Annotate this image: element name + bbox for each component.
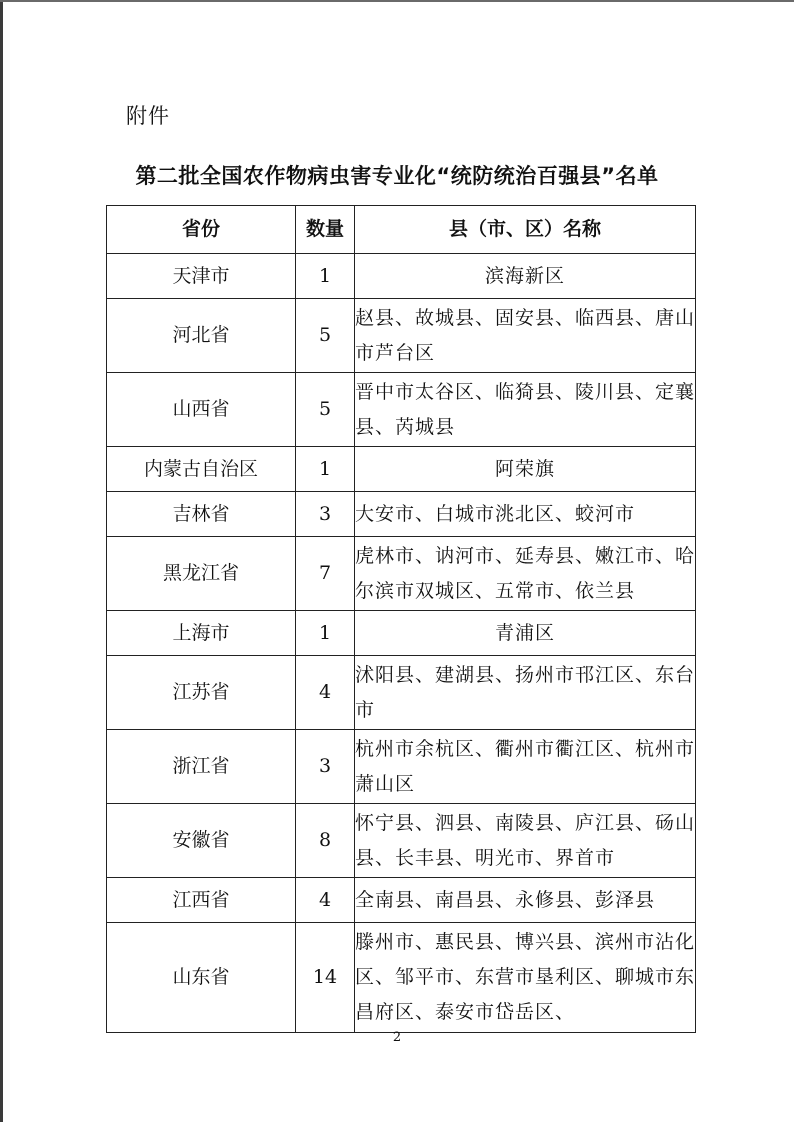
row-count: 1 — [296, 611, 355, 656]
row-names: 怀宁县、泗县、南陵县、庐江县、砀山县、长丰县、明光市、界首市 — [355, 804, 696, 878]
county-list-table — [106, 205, 696, 1033]
row-names: 滕州市、惠民县、博兴县、滨州市沾化区、邹平市、东营市垦利区、聊城市东昌府区、泰安市岱岳区、 — [355, 923, 696, 1033]
table-row — [107, 537, 696, 611]
row-count: 14 — [296, 923, 355, 1033]
table-row — [107, 656, 696, 730]
row-names: 阿荣旗 — [355, 447, 696, 492]
row-count: 7 — [296, 537, 355, 611]
row-names: 青浦区 — [355, 611, 696, 656]
row-count: 4 — [296, 656, 355, 730]
table-row — [107, 299, 696, 373]
row-province: 江西省 — [107, 878, 296, 923]
table-row — [107, 447, 696, 492]
row-count: 1 — [296, 254, 355, 299]
attachment-label: 附件 — [126, 104, 170, 128]
row-count: 3 — [296, 730, 355, 804]
row-province: 江苏省 — [107, 656, 296, 730]
row-names: 杭州市余杭区、衢州市衢江区、杭州市萧山区 — [355, 730, 696, 804]
table-row — [107, 730, 696, 804]
table-row — [107, 373, 696, 447]
row-names: 沭阳县、建湖县、扬州市邗江区、东台市 — [355, 656, 696, 730]
row-province: 浙江省 — [107, 730, 296, 804]
page-number: 2 — [392, 1030, 402, 1045]
scan-edge-top — [0, 0, 794, 2]
header-province: 省份 — [107, 206, 296, 254]
row-count: 8 — [296, 804, 355, 878]
table-row — [107, 611, 696, 656]
row-province: 河北省 — [107, 299, 296, 373]
row-names: 赵县、故城县、固安县、临西县、唐山市芦台区 — [355, 299, 696, 373]
row-names: 滨海新区 — [355, 254, 696, 299]
table-row — [107, 254, 696, 299]
header-count: 数量 — [296, 206, 355, 254]
document-title: 第二批全国农作物病虫害专业化“统防统治百强县”名单 — [135, 164, 659, 188]
header-names: 县（市、区）名称 — [355, 206, 696, 254]
row-province: 上海市 — [107, 611, 296, 656]
row-count: 5 — [296, 299, 355, 373]
row-names: 晋中市太谷区、临猗县、陵川县、定襄县、芮城县 — [355, 373, 696, 447]
row-province: 内蒙古自治区 — [107, 447, 296, 492]
table-row — [107, 923, 696, 1033]
row-province: 吉林省 — [107, 492, 296, 537]
row-province: 天津市 — [107, 254, 296, 299]
row-province: 黑龙江省 — [107, 537, 296, 611]
row-province: 安徽省 — [107, 804, 296, 878]
table-row — [107, 492, 696, 537]
row-names: 大安市、白城市洮北区、蛟河市 — [355, 492, 696, 537]
row-province: 山东省 — [107, 923, 296, 1033]
row-count: 5 — [296, 373, 355, 447]
table-header-row — [107, 206, 696, 254]
row-names: 全南县、南昌县、永修县、彭泽县 — [355, 878, 696, 923]
row-count: 4 — [296, 878, 355, 923]
table-row — [107, 804, 696, 878]
table-row — [107, 878, 696, 923]
row-names: 虎林市、讷河市、延寿县、嫩江市、哈尔滨市双城区、五常市、依兰县 — [355, 537, 696, 611]
row-count: 3 — [296, 492, 355, 537]
row-province: 山西省 — [107, 373, 296, 447]
row-count: 1 — [296, 447, 355, 492]
